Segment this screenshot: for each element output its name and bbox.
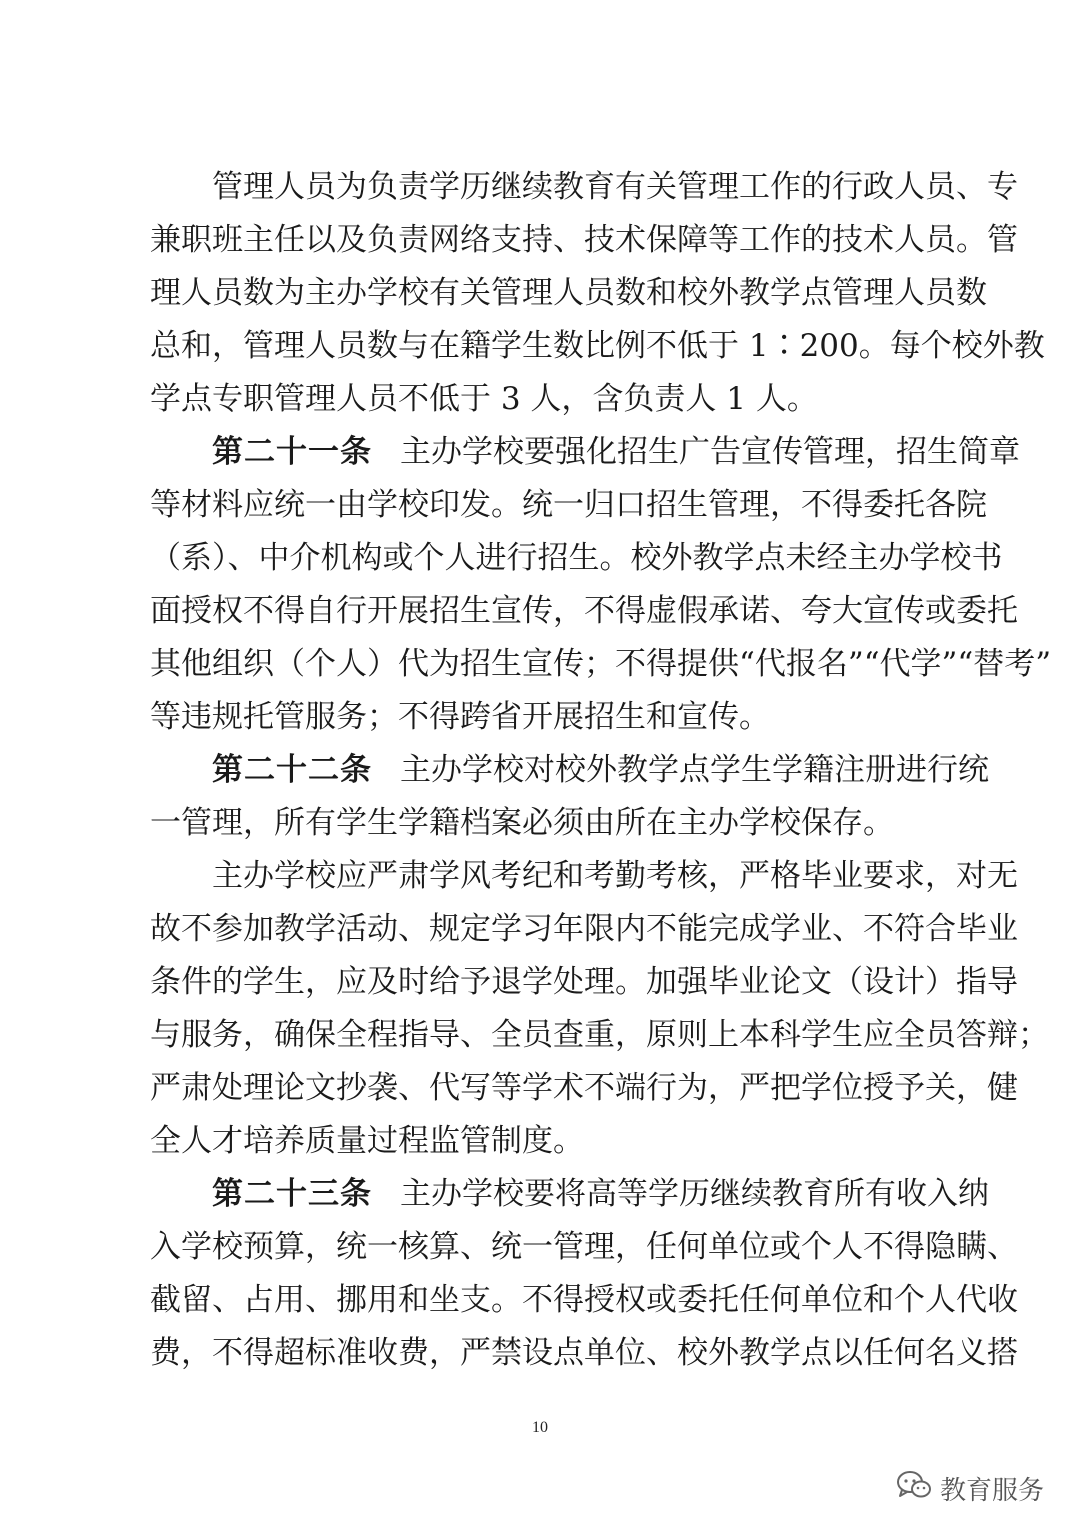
p4-line-2: 故不参加教学活动、规定学习年限内不能完成学业、不符合毕业: [150, 911, 1018, 947]
article-21-line-3: （系）、中介机构或个人进行招生。校外教学点未经主办学校书: [150, 540, 1003, 576]
p1-line-2: 兼职班主任以及负责网络支持、技术保障等工作的技术人员。管: [150, 222, 1018, 258]
article-22-heading: 第二十二条: [212, 752, 372, 788]
article-21-line-5: 其他组织（个人）代为招生宣传；不得提供“代报名”“代学”“替考”: [150, 646, 1052, 682]
article-21-line-4: 面授权不得自行开展招生宣传，不得虚假承诺、夸大宣传或委托: [150, 593, 1018, 629]
article-21-line-2: 等材料应统一由学校印发。统一归口招生管理，不得委托各院: [150, 487, 987, 523]
article-21-line-6: 等违规托管服务；不得跨省开展招生和宣传。: [150, 699, 770, 735]
article-23-text-1: 主办学校要将高等学历继续教育所有收入纳: [400, 1176, 989, 1212]
p4-line-6: 全人才培养质量过程监管制度。: [150, 1123, 584, 1159]
page-number: 10: [532, 1419, 548, 1436]
p4-line-5: 严肃处理论文抄袭、代写等学术不端行为，严把学位授予关，健: [150, 1070, 1018, 1106]
p4-line-1: 主办学校应严肃学风考纪和考勤考核，严格毕业要求，对无: [212, 858, 1018, 894]
article-21-heading: 第二十一条: [212, 434, 372, 470]
p1-line-1: 管理人员为负责学历继续教育有关管理工作的行政人员、专: [212, 169, 1018, 205]
p4-line-4: 与服务，确保全程指导、全员查重，原则上本科学生应全员答辩；: [150, 1017, 1049, 1053]
article-23-line-4: 费，不得超标准收费，严禁设点单位、校外教学点以任何名义搭: [150, 1335, 1018, 1371]
article-23-line-2: 入学校预算，统一核算、统一管理，任何单位或个人不得隐瞒、: [150, 1229, 1018, 1265]
article-22-line-1: [150, 750, 989, 790]
watermark-text: 教育服务: [939, 1475, 1044, 1506]
article-21-text-1: 主办学校要强化招生广告宣传管理，招生简章: [400, 434, 1020, 470]
article-21-line-1: [150, 432, 1020, 472]
p1-line-5: 学点专职管理人员不低于 3 人，含负责人 1 人。: [150, 381, 818, 417]
wechat-icon: [896, 1469, 932, 1508]
article-23-line-3: 截留、占用、挪用和坐支。不得授权或委托任何单位和个人代收: [150, 1282, 1018, 1318]
watermark: [896, 1468, 1044, 1508]
p1-line-3: 理人员数为主办学校有关管理人员数和校外教学点管理人员数: [150, 275, 987, 311]
p1-line-4: 总和，管理人员数与在籍学生数比例不低于 1∶200。每个校外教: [150, 328, 1045, 364]
article-22-line-2: 一管理，所有学生学籍档案必须由所在主办学校保存。: [150, 805, 894, 841]
p4-line-3: 条件的学生，应及时给予退学处理。加强毕业论文（设计）指导: [150, 964, 1018, 1000]
article-23-line-1: [150, 1174, 989, 1214]
article-22-text-1: 主办学校对校外教学点学生学籍注册进行统: [400, 752, 989, 788]
article-23-heading: 第二十三条: [212, 1176, 372, 1212]
